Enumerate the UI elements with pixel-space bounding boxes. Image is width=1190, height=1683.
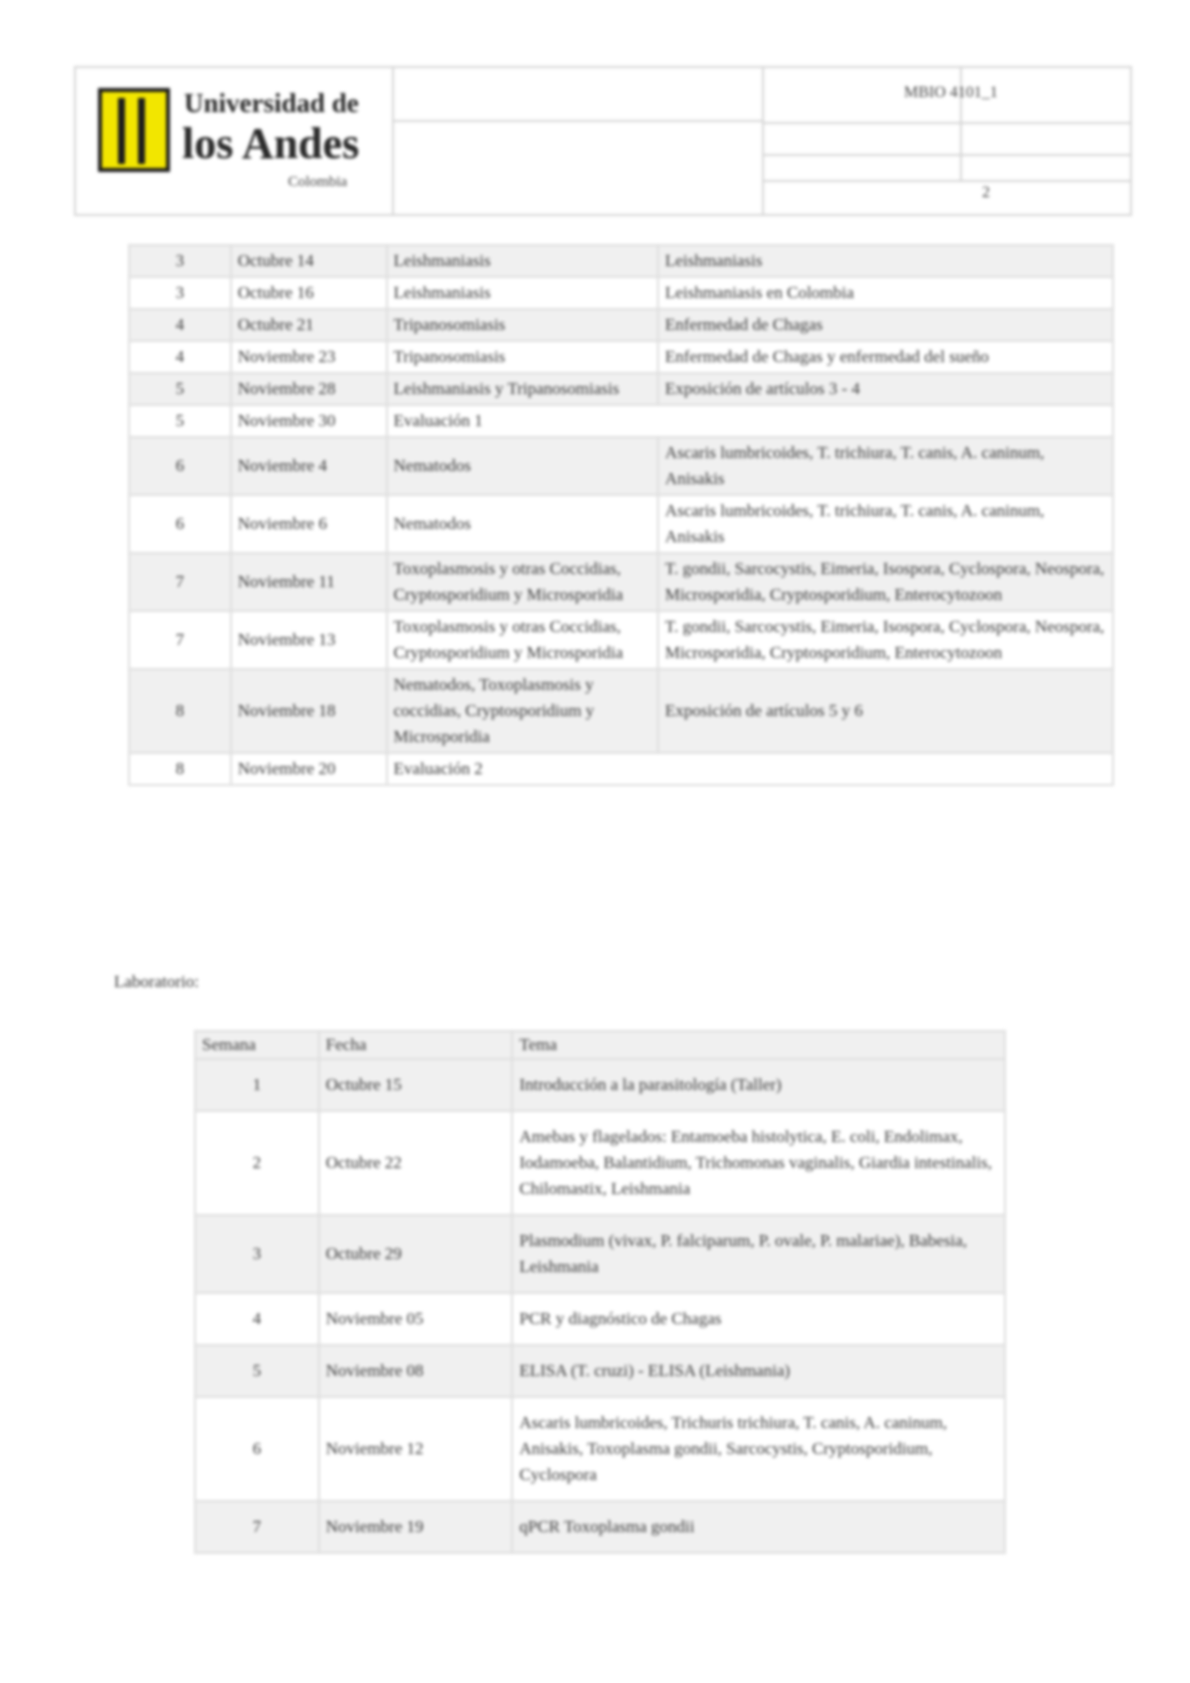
lab-row — [195, 1501, 1005, 1553]
schedule-row — [129, 669, 1113, 753]
schedule-table — [128, 244, 1114, 786]
header-divider — [762, 68, 764, 214]
schedule-row — [129, 405, 1113, 437]
schedule-cell-detail: Ascaris lumbricoides, T. trichiura, T. canis, A. caninum, Anisakis — [658, 495, 1113, 553]
logo-mark-icon — [98, 88, 170, 172]
lab-cell-topic: Amebas y flagelados: Entamoeba histolytica, E. coli, Endolimax, Iodamoeba, Balantidium, Trichomonas vaginalis, Giardia intestinalis, Chilomastix, Leishmania — [512, 1111, 1005, 1215]
schedule-row — [129, 245, 1113, 277]
schedule-cell-n: 3 — [129, 277, 231, 309]
schedule-cell-n: 4 — [129, 341, 231, 373]
lab-table — [194, 1030, 1006, 1554]
lab-cell-n: 1 — [195, 1059, 319, 1111]
lab-cell-topic: ELISA (T. cruzi) - ELISA (Leishmania) — [512, 1345, 1005, 1397]
schedule-row — [129, 553, 1113, 611]
lab-cell-date: Octubre 22 — [319, 1111, 513, 1215]
schedule-row — [129, 341, 1113, 373]
schedule-cell-topic: Nematodos — [387, 495, 659, 553]
header-cell: Tema — [512, 1031, 1005, 1059]
schedule-cell-topic: Evaluación 1 — [387, 405, 1113, 437]
schedule-cell-date: Octubre 21 — [231, 309, 387, 341]
lab-section-label: Laboratorio: — [114, 972, 199, 991]
schedule-cell-detail: Leishmaniasis en Colombia — [658, 277, 1113, 309]
schedule-cell-topic: Leishmaniasis y Tripanosomiasis — [387, 373, 659, 405]
schedule-cell-n: 6 — [129, 495, 231, 553]
schedule-cell-topic: Toxoplasmosis y otras Coccidias, Cryptosporidium y Microsporidia — [387, 611, 659, 669]
header-divider — [762, 180, 1130, 182]
logo-text-line3: Colombia — [288, 174, 348, 190]
lab-cell-n: 7 — [195, 1501, 319, 1553]
header-cell: Semana — [195, 1031, 319, 1059]
lab-row — [195, 1215, 1005, 1293]
header-cell: Fecha — [319, 1031, 513, 1059]
schedule-cell-topic: Nematodos, Toxoplasmosis y coccidias, Cryptosporidium y Microsporidia — [387, 669, 659, 753]
logo-text-line1: Universidad de — [184, 88, 359, 118]
schedule-cell-n: 8 — [129, 753, 231, 785]
lab-cell-topic: Ascaris lumbricoides, Trichuris trichiura, T. canis, A. caninum, Anisakis, Toxoplasma gondii, Sarcocystis, Cryptosporidium, Cyclospora — [512, 1397, 1005, 1501]
schedule-cell-date: Noviembre 20 — [231, 753, 387, 785]
schedule-cell-detail: Exposición de artículos 5 y 6 — [658, 669, 1113, 753]
schedule-cell-date: Octubre 16 — [231, 277, 387, 309]
schedule-cell-n: 8 — [129, 669, 231, 753]
schedule-cell-date: Noviembre 28 — [231, 373, 387, 405]
page-number: 2 — [982, 184, 990, 201]
lab-cell-n: 6 — [195, 1397, 319, 1501]
schedule-cell-date: Noviembre 13 — [231, 611, 387, 669]
schedule-cell-n: 6 — [129, 437, 231, 495]
schedule-cell-date: Noviembre 4 — [231, 437, 387, 495]
schedule-cell-n: 7 — [129, 553, 231, 611]
schedule-cell-date: Noviembre 23 — [231, 341, 387, 373]
lab-cell-date: Noviembre 08 — [319, 1345, 513, 1397]
schedule-cell-detail: Exposición de artículos 3 - 4 — [658, 373, 1113, 405]
header-divider — [762, 154, 1130, 156]
lab-table-header — [195, 1031, 1005, 1059]
lab-cell-date: Octubre 29 — [319, 1215, 513, 1293]
schedule-cell-date: Noviembre 18 — [231, 669, 387, 753]
schedule-row — [129, 309, 1113, 341]
lab-row — [195, 1059, 1005, 1111]
lab-row — [195, 1293, 1005, 1345]
schedule-cell-n: 5 — [129, 373, 231, 405]
schedule-row — [129, 277, 1113, 309]
schedule-cell-topic: Tripanosomiasis — [387, 341, 659, 373]
lab-cell-n: 4 — [195, 1293, 319, 1345]
schedule-cell-detail: T. gondii, Sarcocystis, Eimeria, Isospora, Cyclospora, Neospora, Microsporidia, Cryptosporidium, Enterocytozoon — [658, 611, 1113, 669]
lab-row — [195, 1111, 1005, 1215]
document-code: MBIO 4101_1 — [904, 84, 998, 101]
schedule-cell-detail: T. gondii, Sarcocystis, Eimeria, Isospora, Cyclospora, Neospora, Microsporidia, Cryptosporidium, Enterocytozoon — [658, 553, 1113, 611]
schedule-cell-topic: Tripanosomiasis — [387, 309, 659, 341]
schedule-row — [129, 437, 1113, 495]
lab-cell-date: Noviembre 19 — [319, 1501, 513, 1553]
university-logo — [76, 68, 394, 214]
schedule-cell-n: 5 — [129, 405, 231, 437]
schedule-cell-detail: Enfermedad de Chagas y enfermedad del sueño — [658, 341, 1113, 373]
schedule-row — [129, 753, 1113, 785]
schedule-cell-detail: Ascaris lumbricoides, T. trichiura, T. canis, A. caninum, Anisakis — [658, 437, 1113, 495]
lab-cell-n: 5 — [195, 1345, 319, 1397]
lab-cell-n: 2 — [195, 1111, 319, 1215]
schedule-cell-detail: Enfermedad de Chagas — [658, 309, 1113, 341]
schedule-row — [129, 611, 1113, 669]
lab-cell-date: Noviembre 05 — [319, 1293, 513, 1345]
schedule-cell-n: 7 — [129, 611, 231, 669]
schedule-cell-date: Octubre 14 — [231, 245, 387, 277]
schedule-cell-date: Noviembre 6 — [231, 495, 387, 553]
schedule-cell-n: 4 — [129, 309, 231, 341]
schedule-cell-date: Noviembre 11 — [231, 553, 387, 611]
header-divider — [394, 120, 762, 122]
lab-cell-topic: Introducción a la parasitología (Taller) — [512, 1059, 1005, 1111]
schedule-cell-topic: Leishmaniasis — [387, 245, 659, 277]
header-divider — [762, 122, 1130, 124]
lab-row — [195, 1397, 1005, 1501]
lab-cell-date: Noviembre 12 — [319, 1397, 513, 1501]
schedule-row — [129, 373, 1113, 405]
lab-cell-topic: Plasmodium (vivax, P. falciparum, P. ovale, P. malariae), Babesia, Leishmania — [512, 1215, 1005, 1293]
schedule-row — [129, 495, 1113, 553]
schedule-cell-topic: Evaluación 2 — [387, 753, 1113, 785]
schedule-cell-topic: Nematodos — [387, 437, 659, 495]
lab-cell-topic: qPCR Toxoplasma gondii — [512, 1501, 1005, 1553]
logo-text-line2: los Andes — [182, 119, 360, 168]
lab-cell-topic: PCR y diagnóstico de Chagas — [512, 1293, 1005, 1345]
schedule-cell-date: Noviembre 30 — [231, 405, 387, 437]
lab-cell-n: 3 — [195, 1215, 319, 1293]
schedule-cell-topic: Leishmaniasis — [387, 277, 659, 309]
lab-row — [195, 1345, 1005, 1397]
schedule-cell-n: 3 — [129, 245, 231, 277]
lab-cell-date: Octubre 15 — [319, 1059, 513, 1111]
schedule-cell-detail: Leishmaniasis — [658, 245, 1113, 277]
schedule-cell-topic: Toxoplasmosis y otras Coccidias, Cryptosporidium y Microsporidia — [387, 553, 659, 611]
